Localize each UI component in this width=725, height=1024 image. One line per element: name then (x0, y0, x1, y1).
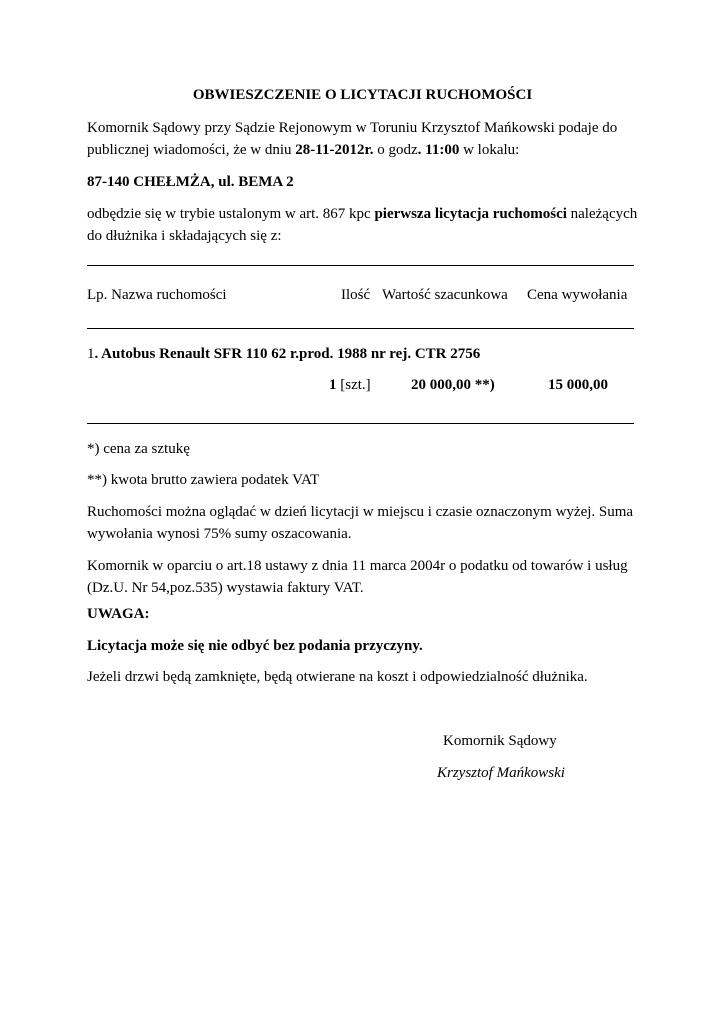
table-row (87, 343, 480, 365)
intro-line-2 (87, 139, 519, 161)
header-qty: Ilość (341, 287, 371, 303)
item-qty-value: 1 (329, 377, 337, 393)
item-starting-price: 15 000,00 (548, 377, 608, 393)
signature-name: Krzysztof Mańkowski (437, 765, 565, 781)
auction-location: 87-140 CHEŁMŻA, ul. BEMA 2 (87, 174, 294, 190)
mode-line-1 (87, 203, 637, 225)
table-header-rule (87, 328, 634, 329)
footnote-price-per-unit: *) cena za sztukę (87, 441, 190, 457)
table-bottom-rule (87, 423, 634, 424)
mode-line-2: do dłużnika i składających się z: (87, 228, 282, 244)
time-prefix: o godz (373, 142, 418, 158)
vat-line-2: (Dz.U. Nr 54,poz.535) wystawia faktury VAT. (87, 580, 364, 596)
item-estimated-value: 20 000,00 **) (411, 377, 495, 393)
item-name: . Autobus Renault SFR 110 62 r.prod. 1988 nr rej. CTR 2756 (94, 346, 481, 362)
document-title: OBWIESZCZENIE O LICYTACJI RUCHOMOŚCI (192, 87, 533, 103)
table-top-rule (87, 265, 634, 266)
auction-type: pierwsza licytacja ruchomości (374, 206, 567, 222)
item-number: 1 (87, 346, 95, 362)
item-qty (329, 374, 371, 396)
mode-prefix: odbędzie się w trybie ustalonym w art. 867 kpc (87, 206, 375, 222)
warning-heading: UWAGA: (87, 606, 150, 622)
viewing-line-2: wywołania wynosi 75% sumy oszacowania. (87, 526, 352, 542)
viewing-line-1: Ruchomości można oglądać w dzień licytacji w miejscu i czasie oznaczonym wyżej. Suma (87, 504, 634, 520)
intro-line-1: Komornik Sądowy przy Sądzie Rejonowym w Toruniu Krzysztof Mańkowski podaje do (87, 120, 618, 136)
auction-date: 28-11-2012r. (295, 142, 374, 158)
header-price: Cena wywołania (527, 287, 628, 303)
intro-prefix: publicznej wiadomości, że w dniu (87, 142, 296, 158)
footnote-vat: **) kwota brutto zawiera podatek VAT (87, 472, 320, 488)
warning-text: Licytacja może się nie odbyć bez podania przyczyny. (87, 638, 423, 654)
item-qty-unit: [szt.] (336, 377, 371, 393)
signature-role: Komornik Sądowy (443, 733, 557, 749)
vat-line-1: Komornik w oparciu o art.18 ustawy z dnia 11 marca 2004r o podatku od towarów i usług (87, 558, 628, 574)
doors-notice: Jeżeli drzwi będą zamknięte, będą otwierane na koszt i odpowiedzialność dłużnika. (87, 669, 588, 685)
mode-suffix: należących (566, 206, 638, 222)
header-lp-name: Lp. Nazwa ruchomości (87, 287, 227, 303)
header-value: Wartość szacunkowa (382, 287, 508, 303)
auction-time: . 11:00 (417, 142, 460, 158)
time-suffix: w lokalu: (459, 142, 520, 158)
